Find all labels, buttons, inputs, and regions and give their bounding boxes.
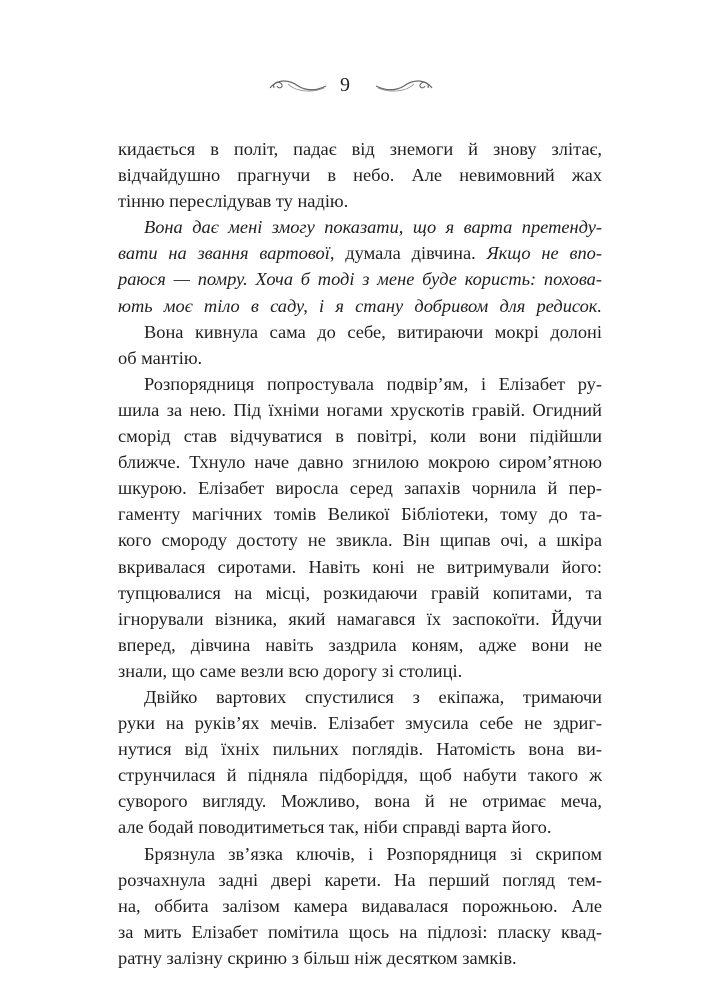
page-header xyxy=(0,68,720,108)
text-line: тінню переслідував ту надію. xyxy=(118,191,349,212)
text-line: на, оббита залізом камера видавалася порожньою. Але xyxy=(118,895,602,916)
text-line: Вона кивнула сама до себе, витираючи мокрі долоні xyxy=(144,321,602,342)
text-line: тупцювалися на місці, розкидаючи гравій копитами, та xyxy=(118,582,602,603)
italic-segment: вати на звання вартової, xyxy=(118,243,335,264)
text-line: ближче. Тхнуло наче давно згнилою мокрою сиром’ятною xyxy=(118,452,602,473)
text-line: Вона дає мені змогу показати, що я варта претенду- xyxy=(144,217,602,238)
body-text xyxy=(118,136,602,971)
text-line: гаменту магічних томів Великої Бібліотеки, тому до та- xyxy=(118,504,602,525)
text-line: кого смороду достоту не звикла. Він щипав очі, а шкіра xyxy=(118,530,602,551)
page-number: 9 xyxy=(340,74,350,96)
text-line: відчайдушно прагнучи в небо. Але невимовний жах xyxy=(118,165,602,186)
text-line: сморід став відчуватися в повітрі, коли вони підійшли xyxy=(118,426,602,447)
text-line: знали, що саме везли всю дорогу зі столиці. xyxy=(118,660,463,681)
text-line: нутися від їхніх пильних поглядів. Натомість вона ви- xyxy=(118,739,602,760)
text-line: ігнорували візника, який намагався їх заспокоїти. Йдучи xyxy=(118,608,602,629)
text-line: шкурою. Елізабет виросла серед запахів чорнила й пер- xyxy=(118,478,602,499)
roman-segment: думала дівчина. xyxy=(334,243,487,264)
text-line: ють моє тіло в саду, і я стану добривом для редисок. xyxy=(118,295,602,316)
text-line: вперед, дівчина навіть заздрила коням, адже вони не xyxy=(118,634,602,655)
text-line: за мить Елізабет помітила щось на підлозі: пласку квад- xyxy=(118,921,602,942)
text-line: вкривалася сиротами. Навіть коні не витримували його: xyxy=(118,556,602,577)
text-line: струнчилася й підняла підборіддя, щоб набути такого ж xyxy=(118,765,602,786)
text-line-mixed xyxy=(118,240,602,266)
text-line: розчахнула задні двері карети. На перший погляд тем- xyxy=(118,869,602,890)
text-line: Брязнула зв’язка ключів, і Розпорядниця зі скрипом xyxy=(144,843,602,864)
text-line: Розпорядниця попростувала подвір’ям, і Елізабет ру- xyxy=(144,373,602,394)
italic-segment: Якщо не впо- xyxy=(486,243,602,264)
text-line: об мантію. xyxy=(118,347,203,368)
text-line: руки на руків’ях мечів. Елізабет змусила себе не здриг- xyxy=(118,713,602,734)
text-line: суворого вигляду. Можливо, вона й не отримає меча, xyxy=(118,791,602,812)
right-flourish-icon xyxy=(372,76,434,96)
text-line: шила за нею. Під їхніми ногами хрускотів гравій. Огидний xyxy=(118,399,602,420)
left-flourish-icon xyxy=(268,76,330,96)
text-line: ратну залізну скриню з більш ніж десятком замків. xyxy=(118,947,517,968)
text-line: кидається в політ, падає від знемоги й знову злітає, xyxy=(118,139,602,159)
text-line: але бодай поводитиметься так, ніби справді варта його. xyxy=(118,817,552,838)
text-line: Двійко вартових спустилися з екіпажа, тримаючи xyxy=(144,686,602,707)
text-line: раюся — помру. Хоча б тоді з мене буде користь: похова- xyxy=(118,269,602,290)
